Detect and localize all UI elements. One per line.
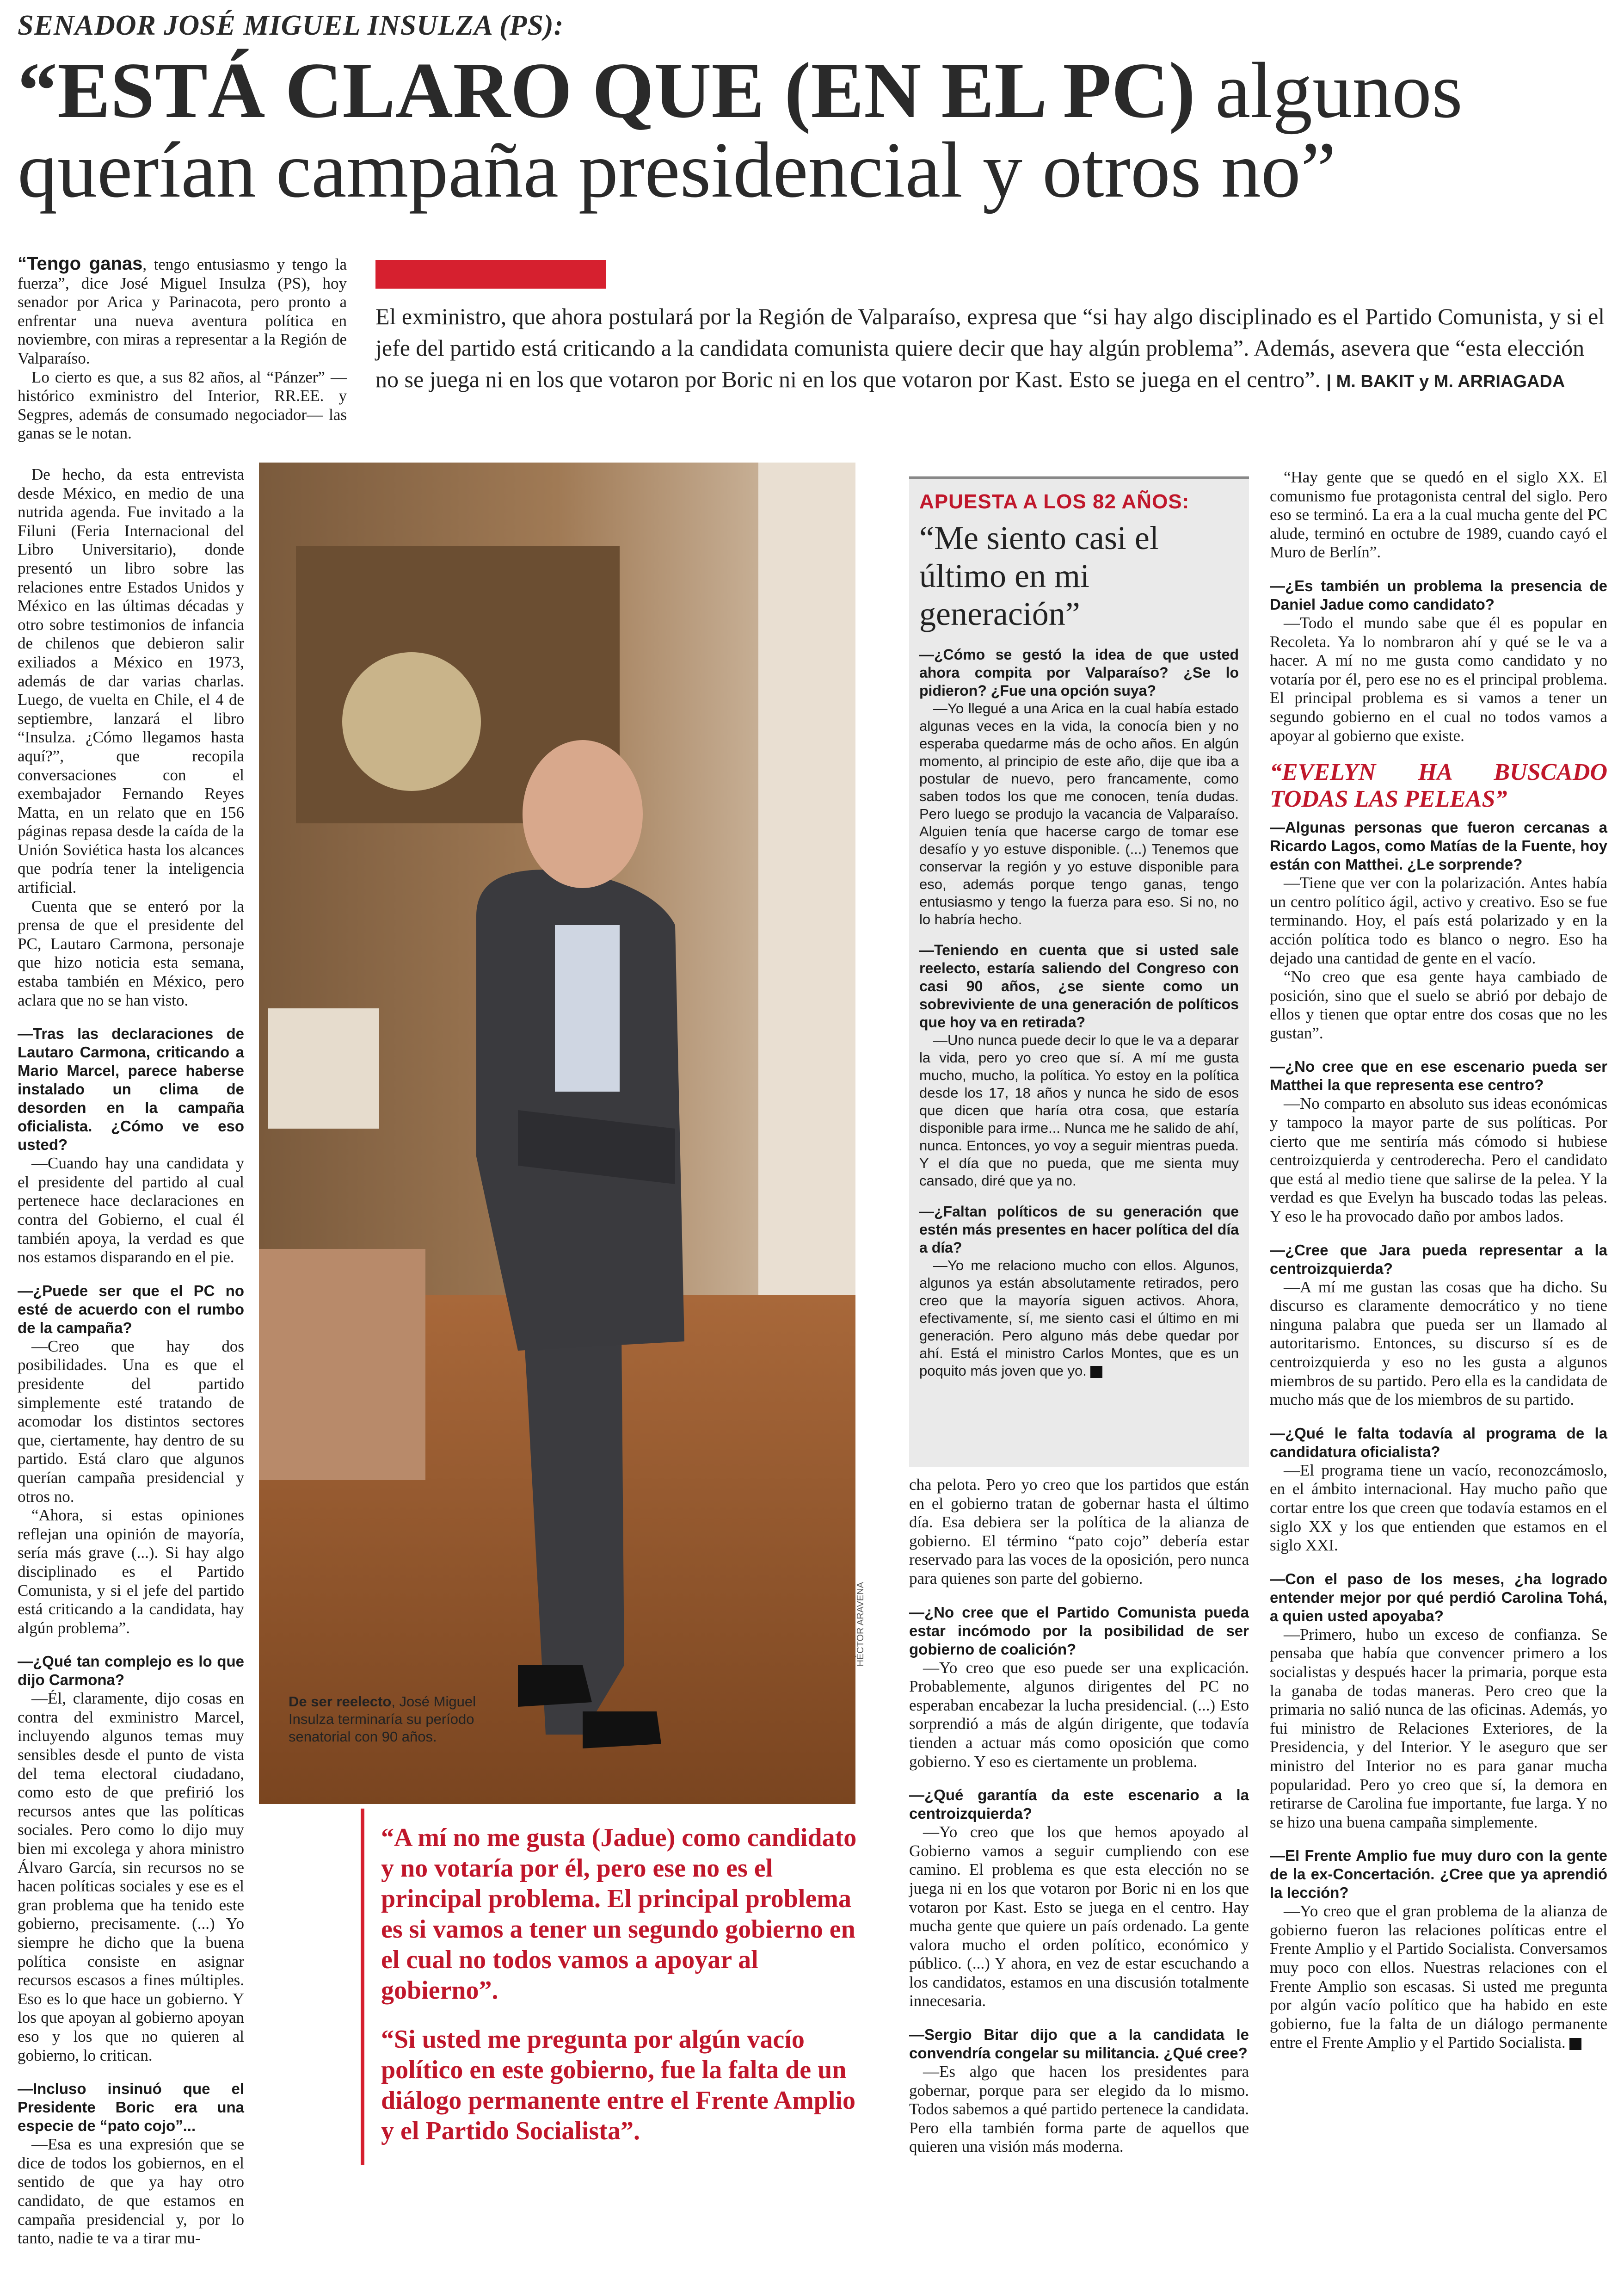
pullquote-2: “Si usted me pregunta por algún vacío político en este gobierno, fue la falta de un diálogo permanente entre el Frente Amplio y el Partido Socialista”.: [381, 2025, 855, 2145]
photo-credit: HÉCTOR ARAVENA: [855, 1582, 866, 1667]
end-mark-icon: [1090, 1366, 1102, 1378]
sidebar-box: [909, 476, 1249, 1467]
section-subhead: “EVELYN HA BUSCADO TODAS LAS PELEAS”: [1270, 759, 1607, 813]
answer: [1270, 1902, 1607, 2052]
lead-rest: , tengo entusiasmo y tengo la fuerza”, dice José Miguel Insulza (PS), hoy senador por Arica y Parinacota, pero pronto a enfrentar una nueva aventura política en noviembre, con miras a representar a la Región de Valparaíso.: [18, 255, 347, 367]
question: —¿Faltan políticos de su generación que estén más presentes en hacer política del día a día?: [919, 1203, 1239, 1256]
byline: | M. BAKIT y M. ARRIAGADA: [1326, 372, 1565, 391]
answer: —Tiene que ver con la polarización. Antes había un centro político ágil, activo y creativo. Eso se fue terminando. Hoy, el país está polarizado y en la acción política todo es blanco o negro. Eso ha dejado una cantidad de gente en el vacío.: [1270, 874, 1607, 967]
answer: “Ahora, si estas opiniones reflejan una opinión de mayoría, sería más grave (...). Si hay algo disciplinado es el Partido Comunista, y si el jefe del partido está criticando a la candidata, hay algún problema”.: [18, 1506, 244, 1637]
question: —Teniendo en cuenta que si usted sale reelecto, estaría saliendo del Congreso con casi 90 años, ¿se siente como un sobreviviente de una generación de políticos que hoy va en retirada?: [919, 942, 1239, 1031]
question: —¿Puede ser que el PC no esté de acuerdo con el rumbo de la campaña?: [18, 1282, 244, 1336]
answer: —Yo creo que eso puede ser una explicación. Probablemente, algunos dirigentes del PC no esperaban encabezar la lucha presidencial. (...) Esto sorprendió a más de algún dirigente, que todavía tienden a actuar más como oposición que como gobierno. Y eso es ciertamente un problema.: [909, 1658, 1249, 1771]
headline-rest: algunos: [1195, 47, 1463, 135]
question: —Tras las declaraciones de Lautaro Carmona, criticando a Mario Marcel, parece haberse instalado un clima de desorden en la campaña oficialista. ¿Cómo ve eso usted?: [18, 1025, 244, 1154]
pullquote-box: [361, 1809, 892, 2165]
end-mark-icon: [1569, 2038, 1581, 2050]
dek: [375, 301, 1606, 397]
question: —¿Qué le falta todavía al programa de la candidatura oficialista?: [1270, 1424, 1607, 1460]
answer: —Yo creo que los que hemos apoyado al Gobierno vamos a seguir cumpliendo con ese camino. El problema es que esta elección no se juega ni en los que votaron por Boric ni en los que votaron por Kast. Esto se juega en el centro. Hay mucha gente que quiere un país ordenado. La gente valora mucho el orden político, económico y público. (...) Y ahora, en vez de estar escuchando a los candidatos, estamos en una discusión totalmente innecesaria.: [909, 1823, 1249, 2010]
question: —¿Cómo se gestó la idea de que usted ahora compita por Valparaíso? ¿Se lo pidieron? ¿Fue una opción suya?: [919, 646, 1239, 699]
paragraph: cha pelota. Pero yo creo que los partidos que están en el gobierno tratan de gobernar hasta el último día. Esa debiera ser la política de la alianza de gobierno. El término “pato cojo” debería estar reservado para las voces de la oposición, pero nunca para quienes son parte del gobierno.: [909, 1476, 1249, 1587]
answer: [919, 1257, 1239, 1380]
answer: —Creo que hay dos posibilidades. Una es que el presidente del partido simplemente esté tratando de acomodar los distintos sectores que, ciertamente, hay dentro de su partido. Está claro que algunos querían campaña presidencial y otros no.: [18, 1337, 244, 1506]
caption-bold: De ser reelecto: [289, 1693, 392, 1710]
sidebar-title: “Me siento casi el último en mi generación”: [919, 519, 1159, 632]
dek-text: El exministro, que ahora postulará por la Región de Valparaíso, expresa que “si hay algo disciplinado es el Partido Comunista, y si el jefe del partido está criticando a la candidata comunista quiere decir que hay algún problema”. Además, asevera que “esta elección no se juega ni en los que votaron por Boric ni en los que votaron por Kast. Esto se juega en el centro”.: [375, 303, 1605, 392]
sidebar-body: [919, 646, 1239, 1380]
paragraph: Cuenta que se enteró por la prensa de que el presidente del PC, Lautaro Carmona, personaje que hizo noticia esta semana, estaba también en México, pero aclara que no se han visto.: [18, 897, 244, 1009]
question: —¿Es también un problema la presencia de Daniel Jadue como candidato?: [1270, 577, 1607, 613]
intro-paragraph: [18, 254, 347, 368]
portrait-photo: [259, 463, 855, 1804]
intro-paragraph-2: Lo cierto es que, a sus 82 años, al “Pánzer” —histórico exministro del Interior, RR.EE. y Segpres, además de consumado negociador— las ganas se le notan.: [18, 368, 347, 443]
answer: —No comparto en absoluto sus ideas económicas y tampoco la mayor parte de sus políticas. Por cierto que me sentiría más cómodo si hubiese centroizquierda y centroderecha. Pero el candidato que está al medio tiene que salirse de la pelea. Y la verdad es que Evelyn ha buscado todas las peleas. Y eso le ha provocado daño por ambos lados.: [1270, 1094, 1607, 1226]
question: —Algunas personas que fueron cercanas a Ricardo Lagos, como Matías de la Fuente, hoy están con Matthei. ¿Le sorprende?: [1270, 819, 1607, 873]
answer: —Todo el mundo sabe que él es popular en Recoleta. Ya lo nombraron ahí y qué se le va a hacer. A mí no me gusta como candidato y no votaría por él, pero ese no es el principal problema. El principal problema es si vamos a tener un segundo gobierno en el cual no todos vamos a apoyar al gobierno que existe.: [1270, 613, 1607, 745]
paragraph: “Hay gente que se quedó en el siglo XX. El comunismo fue protagonista central del siglo. Pero eso se terminó. La era a la cual mucha gente del PC alude, terminó en octubre de 1989, cuando cayó el Muro de Berlín”.: [1270, 468, 1607, 562]
sidebar-kicker: APUESTA A LOS 82 AÑOS:: [919, 490, 1190, 513]
question: —Con el paso de los meses, ¿ha logrado entender mejor por qué perdió Carolina Tohá, a quien usted apoyaba?: [1270, 1570, 1607, 1624]
question: —¿Qué garantía da este escenario a la centroizquierda?: [909, 1786, 1249, 1822]
photo-caption: [289, 1693, 492, 1746]
question: —¿No cree que en ese escenario pueda ser Matthei la que representa ese centro?: [1270, 1058, 1607, 1094]
question: —¿Qué tan complejo es lo que dijo Carmona?: [18, 1653, 244, 1689]
lead-bold: “Tengo ganas: [18, 253, 143, 274]
question: —Incluso insinuó que el Presidente Boric era una especie de “pato cojo”...: [18, 2080, 244, 2135]
paragraph: De hecho, da esta entrevista desde México, en medio de una nutrida agenda. Fue invitado a la Filuni (Feria Internacional del Libro Universitario), donde presentó un libro sobre las relaciones entre Estados Unidos y México en las últimas décadas y otro sobre testimonios de infancia de chilenos que debieron salir exiliados a México en 1973, además de dar varias charlas. Luego, de vuelta en Chile, el 4 de septiembre, lanzará el libro “Insulza. ¿Cómo llegamos hasta aquí?”, que recopila conversaciones con el exembajador Fernando Reyes Matta, en un relato que en 156 páginas repasa desde la caída de la Unión Soviética hasta los alcances que podría tener la inteligencia artificial.: [18, 465, 244, 897]
column-3: [909, 1476, 1249, 2156]
question: —Sergio Bitar dijo que a la candidata le convendría congelar su militancia. ¿Qué cree?: [909, 2026, 1249, 2062]
answer: —Esa es una expresión que se dice de todos los gobiernos, en el sentido de que ya hay otro candidato, de que estamos en campaña presidencial y, por lo tanto, nadie te va a tirar mu-: [18, 2135, 244, 2248]
portrait-illustration: [259, 463, 855, 1804]
question: —¿No cree que el Partido Comunista pueda estar incómodo por la posibilidad de ser gobierno de coalición?: [909, 1603, 1249, 1658]
answer: “No creo que esa gente haya cambiado de posición, sino que el suelo se abrió por debajo de ellos y tienen que optar entre dos cosas que no les gustan”.: [1270, 968, 1607, 1042]
column-4: [1270, 468, 1607, 2052]
answer: —Es algo que hacen los presidentes para gobernar, porque para ser elegido da lo mismo. Todos sabemos a qué partido pertenece la candidata. Pero ella también forma parte de aquellos que quieren una visión más moderna.: [909, 2063, 1249, 2156]
answer: —Uno nunca puede decir lo que le va a deparar la vida, pero yo creo que sí. A mí me gusta mucho, mucho, la política. Yo estoy en la política desde los 17, 18 años y nunca he sido de esos que dicen que haría otra cosa, que estaría disponible para irme... Nunca me he salido de ahí, nunca. Entonces, yo voy a seguir mientras pueda. Y el día que no pueda, que me sienta muy cansado, diré que ya no.: [919, 1032, 1239, 1189]
headline: [18, 47, 1608, 214]
column-1-narrow: [18, 465, 244, 2248]
headline-caps: “ESTÁ CLARO QUE (EN EL PC): [18, 47, 1195, 135]
caption-rest: , José Miguel Insulza terminaría su período senatorial con 90 años.: [289, 1693, 476, 1745]
answer: —Yo llegué a una Arica en la cual había estado algunas veces en la vida, la conocía bien y no esperaba quedarme más de ocho años. En algún momento, al principio de este año, dije que iba a postular de nuevo, pero francamente, como saben todos los que me conocen, tenía dudas. Pero luego se produjo la vacancia de Valparaíso. Alguien tenía que hacerse cargo de tomar ese desafío y yo estuve disponible. (...) Tenemos que conservar la región y yo estuve disponible para eso, además porque tengo ganas, tengo entusiasmo y tengo la fuerza para eso. Si no, no lo habría hecho.: [919, 700, 1239, 927]
answer-text: —Yo me relaciono mucho con ellos. Algunos, algunos ya están absolutamente retirados, pero creo que la mayoría siguen activos. Ahora, efectivamente, sí, me siento casi el último en mi generación. Pero alguno más debe quedar por ahí. Está el ministro Carlos Montes, que es un poquito más joven que yo.: [919, 1257, 1239, 1379]
headline-line2: querían campaña presidencial y otros no”: [18, 126, 1336, 214]
answer: —Él, claramente, dijo cosas en contra del exministro Marcel, incluyendo algunos temas muy sensibles desde el punto de vista del tema electoral ciudadano, como esto de que prefirió los recursos antes que las políticas sociales. Pero como lo dijo muy bien mi excolega y ahora ministro Álvaro García, sin recursos no se hacen políticas sociales y ese es el gran problema que ha tenido este gobierno, precisamente. (...) Yo siempre he dicho que la buena política consiste en asignar recursos escasos a fines múltiples. Eso es lo que hace un gobierno. Y los que apoyan al gobierno apoyan eso y los que no quieren al gobierno, lo critican.: [18, 1689, 244, 2064]
question: —¿Cree que Jara pueda representar a la centroizquierda?: [1270, 1241, 1607, 1277]
question: —El Frente Amplio fue muy duro con la gente de la ex-Concertación. ¿Cree que ya aprendió la lección?: [1270, 1847, 1607, 1902]
red-accent-bar: [375, 260, 606, 289]
answer: —Cuando hay una candidata y el presidente del partido al cual pertenece hace declaraciones en contra del Gobierno, el cual él también apoya, la verdad es que nos estamos disparando en el pie.: [18, 1154, 244, 1266]
pullquote-1: “A mí no me gusta (Jadue) como candidato y no votaría por él, pero ese no es el principal problema. El principal problema es si vamos a tener un segundo gobierno en el cual no todos vamos a apoyar al gobierno”.: [381, 1823, 857, 2005]
answer: —El programa tiene un vacío, reconozcámoslo, en el ámbito internacional. Hay mucho paño que cortar entre los que creen que todavía estamos en el siglo XX y los que entienden que estamos en el siglo XXI.: [1270, 1461, 1607, 1555]
kicker: SENADOR JOSÉ MIGUEL INSULZA (PS):: [18, 10, 564, 41]
answer: —Primero, hubo un exceso de confianza. Se pensaba que había que convencer primero a los socialistas y después hacer la primaria, porque esta la ganaba de todas maneras. Pero creo que la primaria no salió nunca de las oficinas. Además, yo fui ministro de Relaciones Exteriores, de la Presidencia, y del Interior. Y le aseguro que ser ministro del Interior no es para ganar mucha popularidad. Pero yo creo que sí, la demora en retirarse de Carolina fue importante, fue larga. Y no se hizo una buena campaña simplemente.: [1270, 1625, 1607, 1831]
answer-text: —Yo creo que el gran problema de la alianza de gobierno fueron las relaciones políticas entre el Frente Amplio y el Partido Socialista. Conversamos muy poco con ellos. Nuestras relaciones con el Frente Amplio son escasas. Si usted me pregunta por algún vacío político que ha habido en este gobierno, fue la falta de un diálogo permanente entre el Frente Amplio y el Partido Socialista.: [1270, 1902, 1607, 2052]
answer: —A mí me gustan las cosas que ha dicho. Su discurso es claramente democrático y no tiene ninguna palabra que pueda ser un llamado al autoritarismo. Entonces, su discurso sí es de centroizquierda y eso no les gusta a algunos miembros de su partido. Pero ella es la candidata de mucho más que de los miembros de su partido.: [1270, 1278, 1607, 1409]
column-1-intro: [18, 254, 347, 443]
